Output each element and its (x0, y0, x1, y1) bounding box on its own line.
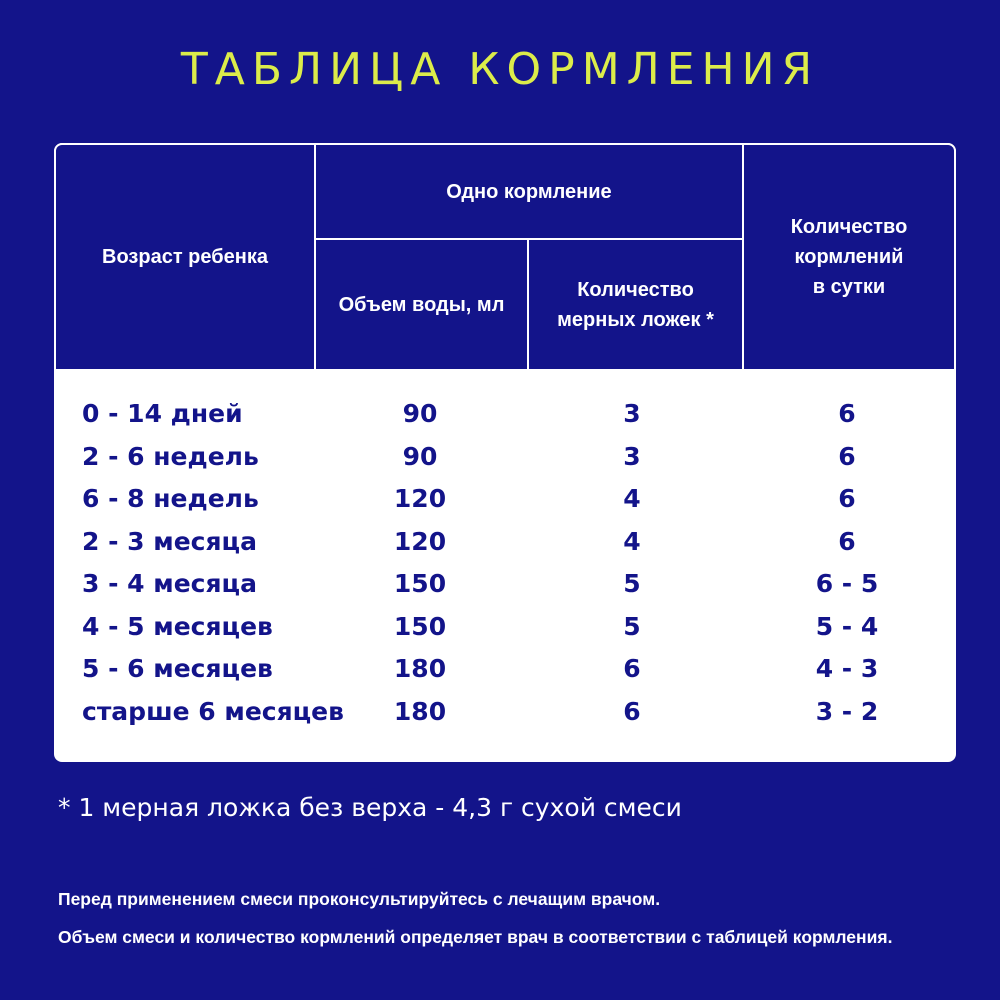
cell-feeds: 6 (838, 441, 856, 471)
table-row (54, 606, 956, 649)
cell-water: 180 (393, 654, 447, 683)
page-title: ТАБЛИЦА КОРМЛЕНИЯ (180, 44, 820, 95)
cell-feeds: 3 - 2 (815, 696, 879, 726)
cell-water: 90 (402, 399, 438, 428)
cell-feeds: 5 - 4 (815, 611, 879, 641)
header-spoons (529, 240, 742, 369)
cell-spoons: 3 (623, 441, 641, 471)
cell-feeds: 6 (838, 484, 856, 513)
header-feeds-line2: кормлений (794, 246, 904, 268)
header-feeds-per-day (744, 145, 954, 369)
cell-age: 4 - 5 месяцев (82, 611, 273, 641)
table-row (54, 648, 956, 691)
table-row (54, 478, 956, 521)
feeding-table (54, 143, 956, 762)
header-water-label: Объем воды, мл (338, 293, 505, 316)
cell-water: 150 (393, 569, 447, 598)
cell-feeds: 6 - 5 (815, 569, 879, 598)
cell-age: 0 - 14 дней (82, 399, 243, 428)
table-row (54, 691, 956, 734)
cell-spoons: 6 (623, 696, 641, 726)
cell-water: 90 (402, 441, 438, 471)
table-row (54, 436, 956, 479)
cell-spoons: 5 (623, 569, 641, 598)
header-age-label: Возраст ребенка (102, 246, 268, 268)
cell-spoons: 3 (623, 399, 641, 428)
cell-water: 180 (393, 696, 447, 726)
header-one-feeding-label: Одно кормление (446, 180, 612, 203)
cell-age: старше 6 месяцев (82, 696, 344, 726)
header-one-feeding (316, 145, 742, 238)
cell-age: 6 - 8 недель (82, 484, 259, 513)
table-header (54, 143, 956, 369)
table-row (54, 521, 956, 564)
header-feeds-line1: Количество (790, 216, 908, 238)
doctor-determines-note: Объем смеси и количество кормлений определяет врач в соответствии с таблицей кормления. (58, 927, 893, 947)
header-spoons-line2: мерных ложек * (557, 308, 714, 331)
table-body (54, 393, 956, 733)
header-age (56, 145, 314, 369)
header-spoons-line1: Количество (577, 278, 694, 301)
cell-water: 120 (393, 484, 447, 513)
cell-spoons: 4 (623, 484, 641, 513)
spoon-footnote: * 1 мерная ложка без верха - 4,3 г сухой смеси (58, 793, 682, 822)
cell-water: 120 (393, 526, 447, 556)
cell-age: 2 - 3 месяца (82, 526, 257, 556)
cell-water: 150 (393, 611, 447, 641)
cell-spoons: 4 (623, 526, 641, 556)
table-row (54, 393, 956, 436)
table-row (54, 563, 956, 606)
cell-spoons: 6 (623, 654, 641, 683)
header-feeds-line3: в сутки (812, 276, 886, 298)
cell-age: 2 - 6 недель (82, 441, 259, 471)
cell-spoons: 5 (623, 611, 641, 641)
cell-age: 5 - 6 месяцев (82, 654, 273, 683)
cell-age: 3 - 4 месяца (82, 569, 257, 598)
consult-doctor-note: Перед применением смеси проконсультируйтесь с лечащим врачом. (58, 889, 661, 909)
cell-feeds: 4 - 3 (815, 654, 879, 683)
header-water (316, 240, 527, 369)
cell-feeds: 6 (838, 399, 856, 428)
cell-feeds: 6 (838, 526, 856, 556)
